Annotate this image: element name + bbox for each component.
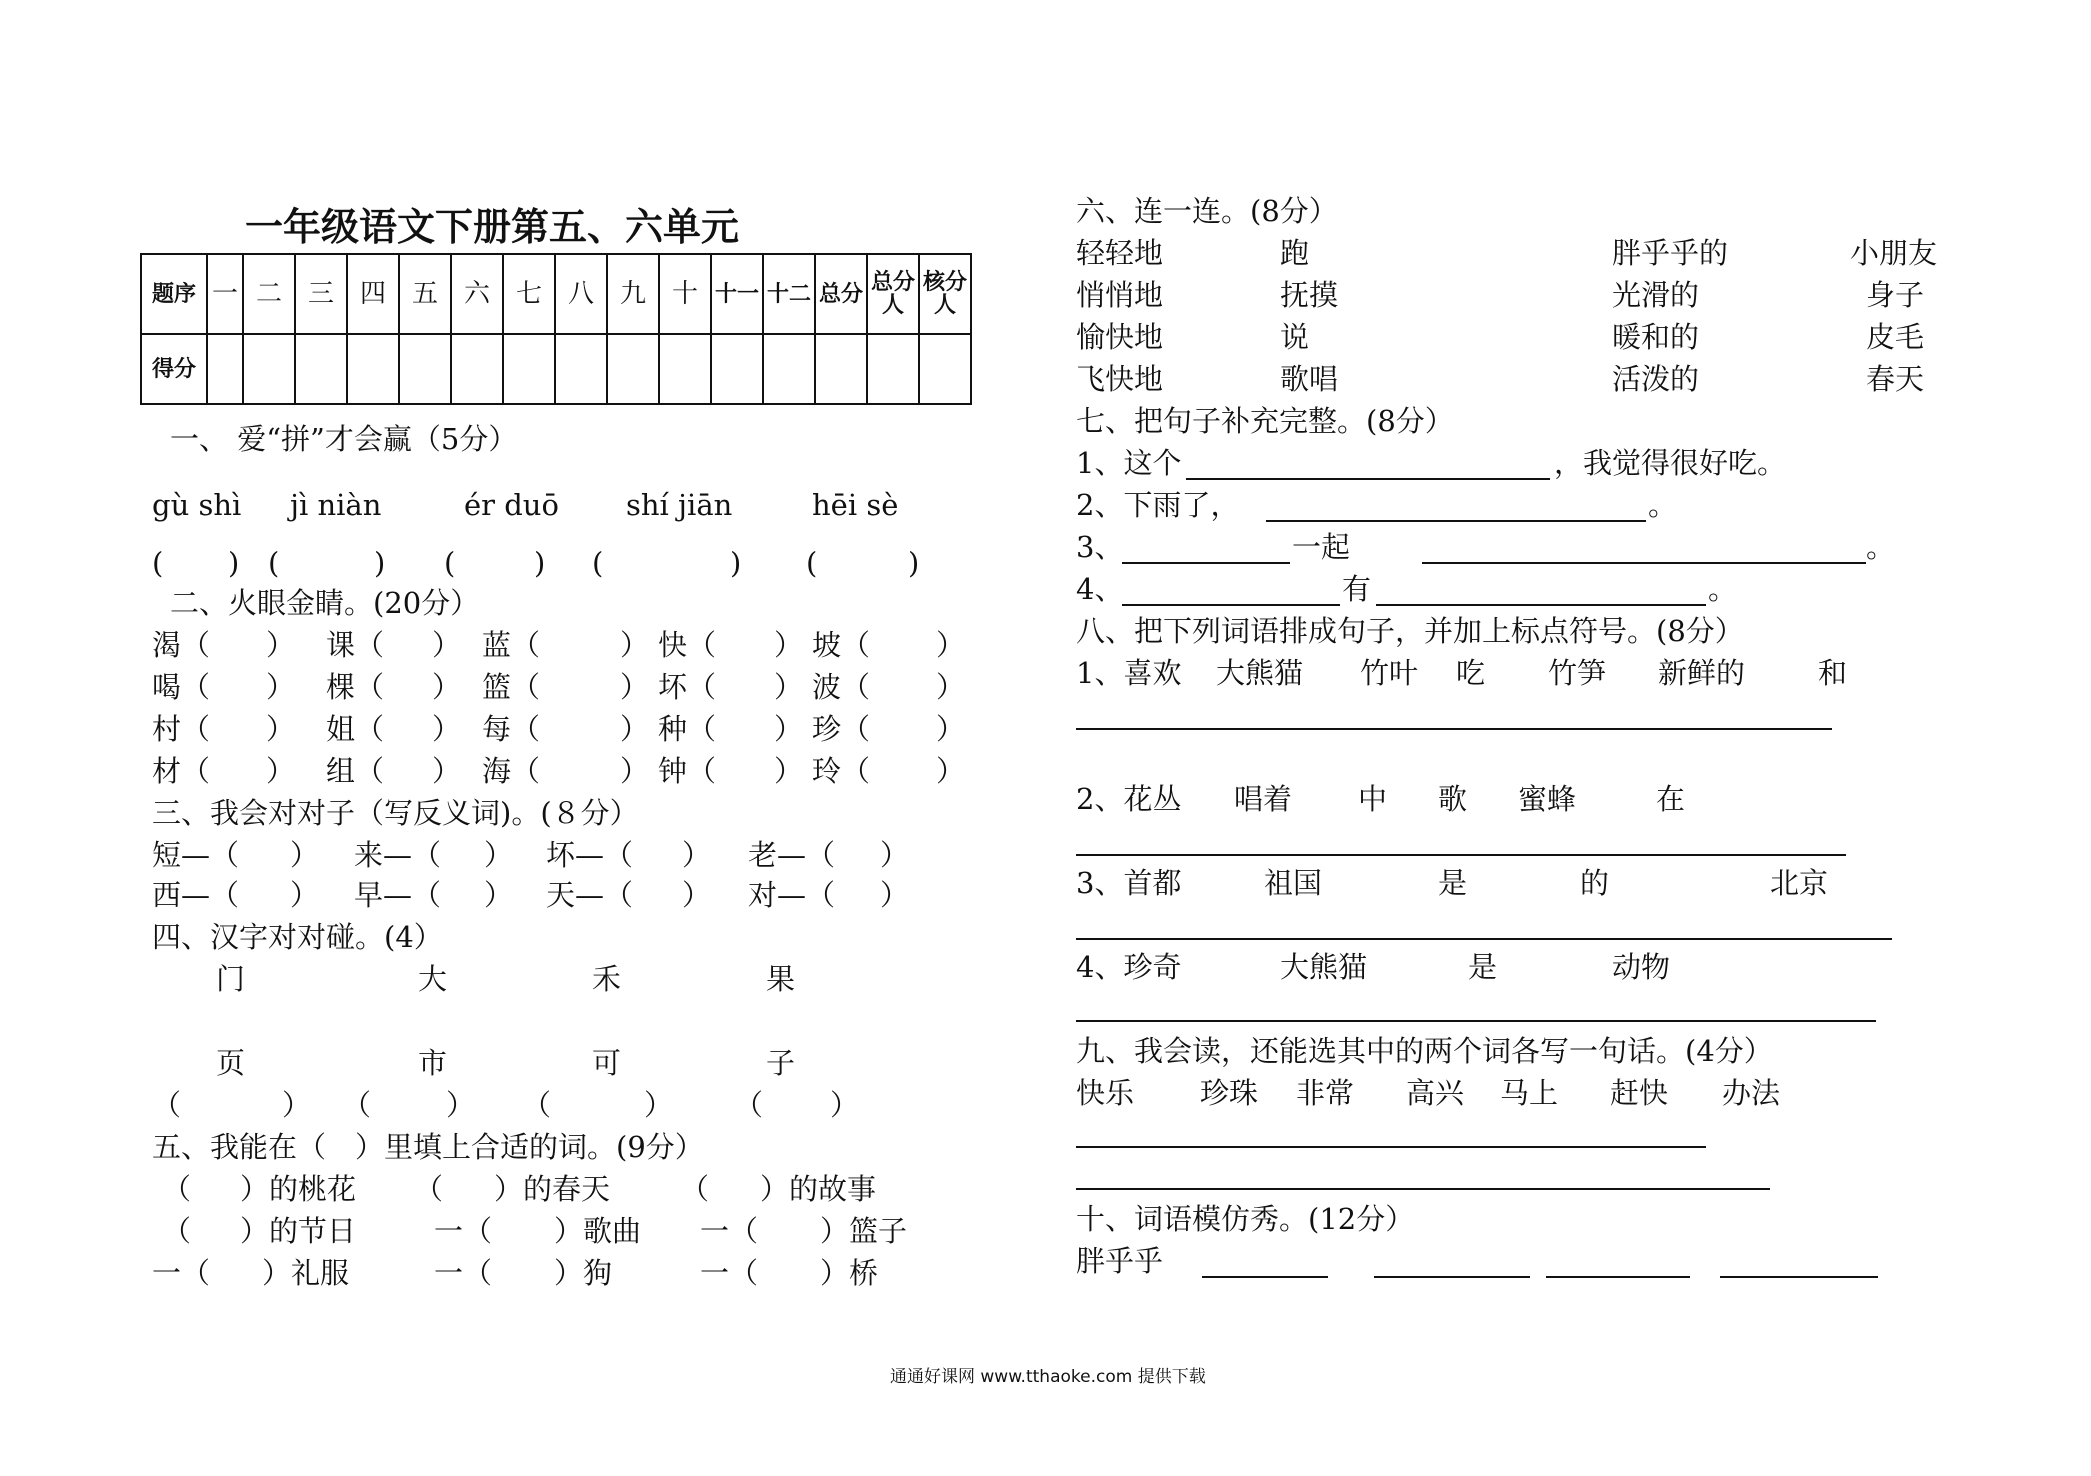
word-token: 北京 <box>1770 866 1829 900</box>
answer-paren: （ <box>522 1088 552 1122</box>
word-token: 唱着 <box>1234 782 1293 816</box>
score-cell[interactable] <box>815 334 867 404</box>
antonym-item: 短—（ <box>152 838 240 872</box>
page-title: 一年级语文下册第五、六单元 <box>245 204 740 249</box>
sentence-3-start: 3、 <box>1076 530 1124 564</box>
word-token: 大熊猫 <box>1216 656 1304 690</box>
section-4-heading: 四、汉字对对碰。(4） <box>152 920 443 954</box>
fill-phrase: ）狗 <box>554 1256 613 1290</box>
word-token: 动物 <box>1612 950 1671 984</box>
score-cell[interactable] <box>607 334 659 404</box>
char-item: 姐（ <box>326 712 385 746</box>
word-token: 快乐 <box>1076 1076 1135 1110</box>
antonym-paren: ） <box>682 878 712 912</box>
pinyin-5: hēi sè <box>812 488 899 522</box>
fill-paren: 一（ <box>152 1256 211 1290</box>
word-token: 新鲜的 <box>1658 656 1746 690</box>
char-item: 棵（ <box>326 670 385 704</box>
char-top: 大 <box>418 962 448 996</box>
char-item: 珍（ <box>812 712 871 746</box>
score-cell[interactable] <box>763 334 815 404</box>
section-6-heading: 六、连一连。(8分） <box>1076 194 1338 228</box>
blank-line[interactable] <box>1202 1276 1328 1278</box>
match-col1-item: 愉快地 <box>1076 320 1164 354</box>
header-cell: 十 <box>659 254 711 334</box>
score-cell[interactable] <box>243 334 295 404</box>
word-token: 大熊猫 <box>1280 950 1368 984</box>
answer-line[interactable] <box>1076 728 1832 730</box>
answer-paren: ） <box>446 1088 476 1122</box>
sentence-4-start: 4、 <box>1076 572 1124 606</box>
score-cell[interactable] <box>207 334 243 404</box>
char-paren: ） <box>774 712 804 746</box>
pinyin-3: ér duō <box>464 488 559 522</box>
antonym-paren: ） <box>484 838 514 872</box>
fill-paren: 一（ <box>700 1214 759 1248</box>
char-bottom: 页 <box>216 1046 246 1080</box>
score-cell[interactable] <box>295 334 347 404</box>
char-paren: ） <box>936 628 966 662</box>
char-paren: ） <box>774 754 804 788</box>
section-9-heading: 九、我会读，还能选其中的两个词各写一句话。(4分） <box>1076 1034 1773 1068</box>
char-item: 钟（ <box>658 754 717 788</box>
char-paren: ） <box>936 670 966 704</box>
score-cell[interactable] <box>451 334 503 404</box>
match-col4-item: 皮毛 <box>1866 320 1925 354</box>
antonym-item: 坏—（ <box>546 838 634 872</box>
blank-line[interactable] <box>1546 1276 1690 1278</box>
antonym-item: 早—（ <box>354 878 442 912</box>
char-item: 材（ <box>152 754 211 788</box>
char-top: 禾 <box>592 962 622 996</box>
answer-line[interactable] <box>1076 854 1846 856</box>
char-item: 快（ <box>658 628 717 662</box>
header-cell: 十二 <box>763 254 815 334</box>
header-cell: 三 <box>295 254 347 334</box>
header-cell: 一 <box>207 254 243 334</box>
char-item: 课（ <box>326 628 385 662</box>
char-item: 村（ <box>152 712 211 746</box>
char-item: 渴（ <box>152 628 211 662</box>
word-token: 赶快 <box>1610 1076 1669 1110</box>
char-item: 组（ <box>326 754 385 788</box>
char-paren: ） <box>266 670 296 704</box>
word-token: 4、珍奇 <box>1076 950 1182 984</box>
word-token: 在 <box>1656 782 1686 816</box>
char-item: 每（ <box>482 712 541 746</box>
answer-paren: ) <box>534 546 546 580</box>
answer-paren: ） <box>282 1088 312 1122</box>
antonym-paren: ） <box>484 878 514 912</box>
section-7-heading: 七、把句子补充完整。(8分） <box>1076 404 1454 438</box>
header-cell: 九 <box>607 254 659 334</box>
word-token: 2、花丛 <box>1076 782 1182 816</box>
match-col4-item: 春天 <box>1866 362 1925 396</box>
answer-paren: （ <box>342 1088 372 1122</box>
match-col2-item: 跑 <box>1280 236 1310 270</box>
sentence-3-end: 。 <box>1866 530 1896 564</box>
sentence-3-mid: 一起 <box>1292 530 1351 564</box>
char-item: 坏（ <box>658 670 717 704</box>
match-col4-item: 身子 <box>1866 278 1925 312</box>
char-paren: ） <box>266 628 296 662</box>
example-word: 胖乎乎 <box>1076 1244 1164 1278</box>
char-paren: ） <box>774 628 804 662</box>
footer-credit: 通通好课网 www.tthaoke.com 提供下载 <box>890 1367 1206 1387</box>
word-token: 歌 <box>1438 782 1468 816</box>
answer-paren: （ <box>152 1088 182 1122</box>
match-col2-item: 抚摸 <box>1280 278 1339 312</box>
section-1-heading: 一、 爱“拼”才会赢（5分） <box>170 422 518 456</box>
match-col1-item: 悄悄地 <box>1076 278 1164 312</box>
fill-paren: 一（ <box>434 1214 493 1248</box>
char-paren: ） <box>432 670 462 704</box>
char-item: 坡（ <box>812 628 871 662</box>
antonym-paren: ） <box>682 838 712 872</box>
match-col3-item: 活泼的 <box>1612 362 1700 396</box>
blank-line[interactable] <box>1422 562 1866 564</box>
sentence-4-mid: 有 <box>1342 572 1372 606</box>
char-bottom: 可 <box>592 1046 622 1080</box>
char-paren: ） <box>432 754 462 788</box>
blank-line[interactable] <box>1122 562 1290 564</box>
char-top: 果 <box>766 962 796 996</box>
answer-line[interactable] <box>1076 1020 1876 1022</box>
antonym-paren: ） <box>880 838 910 872</box>
fill-phrase: ）的桃花 <box>240 1172 357 1206</box>
word-token: 高兴 <box>1406 1076 1465 1110</box>
blank-line[interactable] <box>1376 604 1706 606</box>
header-cell: 十一 <box>711 254 763 334</box>
blank-line[interactable] <box>1720 1276 1878 1278</box>
match-col4-item: 小朋友 <box>1850 236 1938 270</box>
char-item: 蓝（ <box>482 628 541 662</box>
header-cell: 七 <box>503 254 555 334</box>
char-item: 种（ <box>658 712 717 746</box>
word-token: 的 <box>1580 866 1610 900</box>
score-cell[interactable] <box>867 334 919 404</box>
fill-paren: 一（ <box>700 1256 759 1290</box>
pinyin-4: shí jiān <box>626 488 733 522</box>
score-cell[interactable] <box>399 334 451 404</box>
char-paren: ） <box>266 754 296 788</box>
score-row-label: 得分 <box>141 334 207 404</box>
fill-paren: （ <box>162 1172 192 1206</box>
antonym-item: 天—（ <box>546 878 634 912</box>
sentence-2-end: 。 <box>1648 488 1678 522</box>
answer-paren: ) <box>228 546 240 580</box>
char-paren: ） <box>620 712 650 746</box>
answer-paren: （ <box>734 1088 764 1122</box>
word-token: 办法 <box>1722 1076 1781 1110</box>
sentence-1-end: ，我觉得很好吃。 <box>1554 446 1787 480</box>
antonym-item: 对—（ <box>748 878 836 912</box>
sentence-1-start: 1、这个 <box>1076 446 1182 480</box>
word-token: 是 <box>1438 866 1468 900</box>
header-cell: 总分人 <box>867 254 919 334</box>
answer-paren: ） <box>830 1088 860 1122</box>
answer-paren: ) <box>908 546 920 580</box>
blank-line[interactable] <box>1374 1276 1530 1278</box>
fill-paren: 一（ <box>434 1256 493 1290</box>
char-paren: ） <box>774 670 804 704</box>
blank-line[interactable] <box>1266 520 1646 522</box>
header-cell: 八 <box>555 254 607 334</box>
word-token: 1、喜欢 <box>1076 656 1182 690</box>
answer-paren: ( <box>444 546 456 580</box>
word-token: 珍珠 <box>1200 1076 1259 1110</box>
fill-phrase: ）的故事 <box>760 1172 877 1206</box>
blank-line[interactable] <box>1122 604 1340 606</box>
section-3-heading: 三、我会对对子（写反义词)。(８分） <box>152 796 639 830</box>
word-token: 和 <box>1818 656 1848 690</box>
header-cell: 六 <box>451 254 503 334</box>
match-col2-item: 歌唱 <box>1280 362 1339 396</box>
antonym-item: 西—（ <box>152 878 240 912</box>
score-cell[interactable] <box>503 334 555 404</box>
char-paren: ） <box>620 670 650 704</box>
section-8-heading: 八、把下列词语排成句子，并加上标点符号。(8分） <box>1076 614 1744 648</box>
answer-line[interactable] <box>1076 1188 1770 1190</box>
word-token: 3、首都 <box>1076 866 1182 900</box>
antonym-paren: ） <box>290 838 320 872</box>
answer-paren: ( <box>268 546 280 580</box>
match-col3-item: 光滑的 <box>1612 278 1700 312</box>
antonym-paren: ） <box>290 878 320 912</box>
char-item: 波（ <box>812 670 871 704</box>
blank-line[interactable] <box>1186 478 1550 480</box>
answer-paren: ( <box>152 546 164 580</box>
score-cell[interactable] <box>919 334 971 404</box>
score-cell[interactable] <box>347 334 399 404</box>
fill-phrase: ）桥 <box>820 1256 879 1290</box>
char-item: 喝（ <box>152 670 211 704</box>
word-token: 蜜蜂 <box>1518 782 1577 816</box>
answer-paren: ( <box>592 546 604 580</box>
char-bottom: 子 <box>766 1046 796 1080</box>
fill-phrase: ）篮子 <box>820 1214 908 1248</box>
score-cell[interactable] <box>555 334 607 404</box>
char-item: 篮（ <box>482 670 541 704</box>
word-token: 吃 <box>1456 656 1486 690</box>
char-paren: ） <box>620 628 650 662</box>
answer-paren: ( <box>806 546 818 580</box>
word-token: 竹叶 <box>1360 656 1419 690</box>
char-paren: ） <box>266 712 296 746</box>
fill-phrase: ）的春天 <box>494 1172 611 1206</box>
match-col1-item: 轻轻地 <box>1076 236 1164 270</box>
pinyin-2: jì niàn <box>290 488 382 522</box>
answer-line[interactable] <box>1076 1146 1706 1148</box>
match-col2-item: 说 <box>1280 320 1310 354</box>
fill-paren: （ <box>162 1214 192 1248</box>
antonym-item: 来—（ <box>354 838 442 872</box>
score-table <box>140 253 972 405</box>
sentence-2-start: 2、下雨了， <box>1076 488 1240 522</box>
header-cell: 题序 <box>141 254 207 334</box>
char-item: 海（ <box>482 754 541 788</box>
score-cell[interactable] <box>711 334 763 404</box>
section-5-heading: 五、我能在（ ）里填上合适的词。(9分） <box>152 1130 704 1164</box>
char-paren: ） <box>620 754 650 788</box>
section-10-heading: 十、词语模仿秀。(12分） <box>1076 1202 1415 1236</box>
char-paren: ） <box>432 628 462 662</box>
answer-line[interactable] <box>1076 938 1892 940</box>
header-cell: 四 <box>347 254 399 334</box>
fill-phrase: ）礼服 <box>262 1256 350 1290</box>
answer-paren: ) <box>374 546 386 580</box>
answer-paren: ） <box>644 1088 674 1122</box>
char-bottom: 市 <box>418 1046 448 1080</box>
header-cell: 五 <box>399 254 451 334</box>
header-cell: 总分 <box>815 254 867 334</box>
fill-paren: （ <box>414 1172 444 1206</box>
fill-phrase: ）歌曲 <box>554 1214 642 1248</box>
word-token: 祖国 <box>1264 866 1323 900</box>
char-paren: ） <box>936 754 966 788</box>
word-token: 非常 <box>1296 1076 1355 1110</box>
header-cell: 二 <box>243 254 295 334</box>
match-col3-item: 胖乎乎的 <box>1612 236 1729 270</box>
header-cell: 核分人 <box>919 254 971 334</box>
char-item: 玲（ <box>812 754 871 788</box>
antonym-paren: ） <box>880 878 910 912</box>
match-col1-item: 飞快地 <box>1076 362 1164 396</box>
char-paren: ） <box>432 712 462 746</box>
antonym-item: 老—（ <box>748 838 836 872</box>
word-token: 竹笋 <box>1548 656 1607 690</box>
fill-phrase: ）的节日 <box>240 1214 357 1248</box>
answer-paren: ) <box>730 546 742 580</box>
sentence-4-end: 。 <box>1708 572 1738 606</box>
score-cell[interactable] <box>659 334 711 404</box>
section-2-heading: 二、火眼金睛。(20分） <box>170 586 480 620</box>
fill-paren: （ <box>680 1172 710 1206</box>
word-token: 是 <box>1468 950 1498 984</box>
word-token: 中 <box>1358 782 1388 816</box>
char-top: 门 <box>216 962 246 996</box>
match-col3-item: 暖和的 <box>1612 320 1700 354</box>
word-token: 马上 <box>1500 1076 1559 1110</box>
char-paren: ） <box>936 712 966 746</box>
pinyin-1: gù shì <box>152 488 242 522</box>
